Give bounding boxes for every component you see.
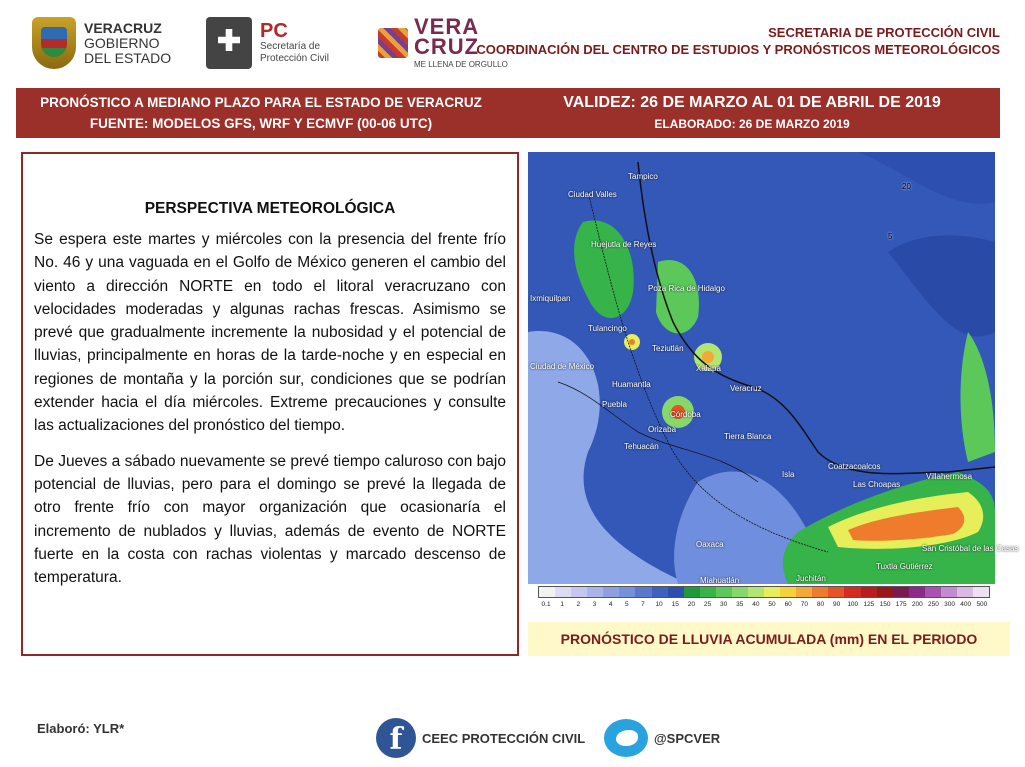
banner-title: PRONÓSTICO A MEDIANO PLAZO PARA EL ESTADO DE VERACRUZ bbox=[40, 95, 482, 110]
map-label-huejutla: Huejutla de Reyes bbox=[591, 240, 657, 249]
map-label-ciudad-mexico: Ciudad de México bbox=[530, 362, 595, 371]
scale-swatch bbox=[571, 587, 587, 597]
scale-ticks bbox=[538, 601, 990, 608]
scale-swatch bbox=[668, 587, 684, 597]
organization-header bbox=[476, 24, 1000, 58]
map-label-tampico: Tampico bbox=[628, 172, 658, 181]
facebook-icon: f bbox=[376, 718, 416, 758]
map-label-tehuacan: Tehuacán bbox=[624, 442, 659, 451]
scale-tick-label: 300 bbox=[944, 601, 956, 608]
perspective-title: PERSPECTIVA METEOROLÓGICA bbox=[144, 200, 396, 217]
scale-bar bbox=[538, 586, 990, 598]
twitter-link[interactable] bbox=[604, 718, 720, 758]
scale-swatch bbox=[780, 587, 796, 597]
scale-tick-label: 25 bbox=[703, 601, 712, 608]
scale-tick-label: 400 bbox=[960, 601, 972, 608]
coat-of-arms-icon bbox=[32, 17, 76, 69]
map-label-ciudad-valles: Ciudad Valles bbox=[568, 190, 617, 199]
logo1-line2: GOBIERNO bbox=[84, 34, 160, 51]
logo2-line2: Protección Civil bbox=[260, 53, 329, 64]
scale-swatch bbox=[828, 587, 844, 597]
logo2-big: PC bbox=[260, 20, 288, 42]
scale-tick-label: 200 bbox=[911, 601, 923, 608]
logo1-line3: DEL ESTADO bbox=[84, 49, 172, 66]
scale-tick-label: 80 bbox=[816, 601, 825, 608]
scale-tick-label: 50 bbox=[768, 601, 776, 608]
scale-swatch bbox=[893, 587, 909, 597]
map-label-tierra-blanca: Tierra Blanca bbox=[724, 432, 772, 441]
scale-tick-label: 40 bbox=[752, 601, 760, 608]
scale-tick-label: 10 bbox=[655, 601, 663, 608]
scale-swatch bbox=[877, 587, 893, 597]
scale-swatch bbox=[764, 587, 780, 597]
scale-tick-label: 175 bbox=[895, 601, 907, 608]
perspective-paragraph-1: Se espera este martes y miércoles con la presencia del frente frío No. 46 y una vaguada en el Golfo de México generen el cambio del viento a dirección NORTE en todo el litoral veracruzano con velocidades moderadas y algunas rachas frescas. Asimismo se prevé que gradualmente incremente la nubosidad y el potencial de lluvias, principalmente en horas de la tarde-noche y en especial en regiones de montaña y la porción sur, condiciones que se podrían extender hacia el día miércoles. Extreme precauciones y consulte las actualizaciones del pronóstico del tiempo. bbox=[34, 231, 506, 435]
logo2-line1: Secretaría de bbox=[260, 41, 321, 52]
scale-swatch bbox=[973, 587, 989, 597]
map-caption: PRONÓSTICO DE LLUVIA ACUMULADA (mm) EN EL PERIODO bbox=[528, 622, 1010, 656]
twitter-icon bbox=[604, 719, 648, 757]
scale-tick-label: 150 bbox=[879, 601, 891, 608]
scale-swatch bbox=[748, 587, 764, 597]
banner-prepared: ELABORADO: 26 DE MARZO 2019 bbox=[654, 117, 850, 131]
scale-swatch bbox=[941, 587, 957, 597]
scale-tick-label: 2 bbox=[576, 601, 581, 608]
map-label-coatzacoalcos: Coatzacoalcos bbox=[828, 462, 881, 471]
org-line2: COORDINACIÓN DEL CENTRO DE ESTUDIOS Y PRONÓSTICOS METEOROLÓGICOS bbox=[476, 42, 1000, 57]
rainfall-map-graphic bbox=[528, 152, 995, 584]
map-label-xalapa: Xalapa bbox=[696, 364, 721, 373]
scale-swatch bbox=[909, 587, 925, 597]
map-label-juchitan: Juchitán bbox=[796, 574, 826, 583]
scale-tick-label: 125 bbox=[863, 601, 875, 608]
scale-swatch bbox=[716, 587, 732, 597]
scale-swatch bbox=[812, 587, 828, 597]
rainfall-color-scale bbox=[538, 586, 990, 612]
scale-tick-label: 3 bbox=[592, 601, 597, 608]
scale-swatch bbox=[700, 587, 716, 597]
scale-swatch bbox=[796, 587, 812, 597]
map-label-huamantla: Huamantla bbox=[612, 380, 651, 389]
twitter-label: @SPCVER bbox=[654, 730, 721, 746]
veracruz-pattern-icon bbox=[378, 28, 408, 58]
scale-swatch bbox=[652, 587, 668, 597]
logo-gobierno-veracruz bbox=[32, 12, 171, 74]
facebook-label: CEEC PROTECCIÓN CIVIL bbox=[422, 730, 586, 746]
scale-swatch bbox=[587, 587, 603, 597]
map-label-ixmiquilpan: Ixmiquilpan bbox=[530, 294, 571, 303]
scale-tick-label: 70 bbox=[800, 601, 808, 608]
facebook-link[interactable] bbox=[376, 718, 585, 758]
scale-tick-label: 30 bbox=[720, 601, 728, 608]
rainfall-forecast-map bbox=[528, 152, 1019, 585]
logo3-line2: CRUZ bbox=[414, 34, 480, 59]
scale-tick-label: 1 bbox=[560, 601, 565, 608]
map-label-tulancingo: Tulancingo bbox=[588, 324, 627, 333]
banner-validity: VALIDEZ: 26 DE MARZO AL 01 DE ABRIL DE 2019 bbox=[563, 94, 941, 111]
scale-tick-label: 100 bbox=[847, 601, 859, 608]
map-contour-5: 5 bbox=[888, 232, 893, 241]
map-contour-20: 20 bbox=[902, 182, 911, 191]
scale-swatch bbox=[844, 587, 860, 597]
map-label-veracruz: Veracruz bbox=[730, 384, 762, 393]
org-line1: SECRETARIA DE PROTECCIÓN CIVIL bbox=[768, 25, 1000, 40]
scale-swatch bbox=[861, 587, 877, 597]
scale-tick-label: 4 bbox=[608, 601, 613, 608]
map-label-orizaba: Orizaba bbox=[648, 425, 677, 434]
map-label-cordoba: Córdoba bbox=[670, 410, 701, 419]
map-label-poza-rica: Poza Rica de Hidalgo bbox=[648, 284, 725, 293]
scale-swatch bbox=[635, 587, 651, 597]
map-label-las-choapas: Las Choapas bbox=[853, 480, 901, 489]
map-label-villahermosa: Villahermosa bbox=[926, 472, 973, 481]
scale-tick-label: 250 bbox=[928, 601, 939, 608]
logo3-tagline: ME LLENA DE ORGULLO bbox=[414, 60, 508, 69]
map-label-teziutlan: Teziutlán bbox=[652, 344, 684, 353]
scale-tick-label: 35 bbox=[736, 601, 744, 608]
scale-tick-label: 0.1 bbox=[541, 601, 551, 608]
pc-emblem-icon bbox=[206, 17, 252, 69]
scale-tick-label: 5 bbox=[624, 601, 629, 608]
scale-tick-label: 90 bbox=[832, 601, 841, 608]
map-label-miahuatlan: Miahuatlán bbox=[700, 576, 740, 585]
banner-source: FUENTE: MODELOS GFS, WRF Y ECMVF (00-06 UTC) bbox=[89, 116, 433, 131]
perspective-paragraph-2: De Jueves a sábado nuevamente se prevé tiempo caluroso con bajo potencial de lluvias, pero para el domingo se prevé la llegada de otro frente frío con mayor organización que ocasionaría el incremento de nublados y lluvias, además de evento de NORTE fuerte en la costa con rachas violentas y marcado descenso de temperatura. bbox=[34, 452, 506, 587]
scale-swatch bbox=[603, 587, 619, 597]
scale-swatch bbox=[957, 587, 973, 597]
scale-tick-label: 7 bbox=[641, 601, 645, 608]
perspective-panel bbox=[21, 152, 519, 656]
map-label-isla: Isla bbox=[782, 470, 795, 479]
map-label-san-cristobal: San Cristóbal de las Casas bbox=[922, 544, 1019, 553]
scale-swatch bbox=[684, 587, 700, 597]
scale-tick-label: 20 bbox=[687, 601, 695, 608]
logo3-line1: VERA bbox=[414, 14, 480, 39]
logo-proteccion-civil bbox=[206, 12, 329, 74]
scale-swatch bbox=[619, 587, 635, 597]
forecast-banner bbox=[16, 88, 1000, 138]
scale-tick-label: 60 bbox=[784, 601, 792, 608]
logo1-line1: VERACRUZ bbox=[84, 19, 162, 36]
scale-swatch bbox=[925, 587, 941, 597]
map-label-oaxaca: Oaxaca bbox=[696, 540, 724, 549]
scale-swatch bbox=[732, 587, 748, 597]
scale-swatch bbox=[555, 587, 571, 597]
scale-tick-label: 15 bbox=[671, 601, 679, 608]
scale-tick-label: 500 bbox=[976, 601, 988, 608]
map-label-tuxtla: Tuxtla Gutiérrez bbox=[876, 562, 933, 571]
author-credit: Elaboró: YLR* bbox=[37, 721, 125, 736]
scale-swatch bbox=[539, 587, 555, 597]
map-label-puebla: Puebla bbox=[602, 400, 627, 409]
